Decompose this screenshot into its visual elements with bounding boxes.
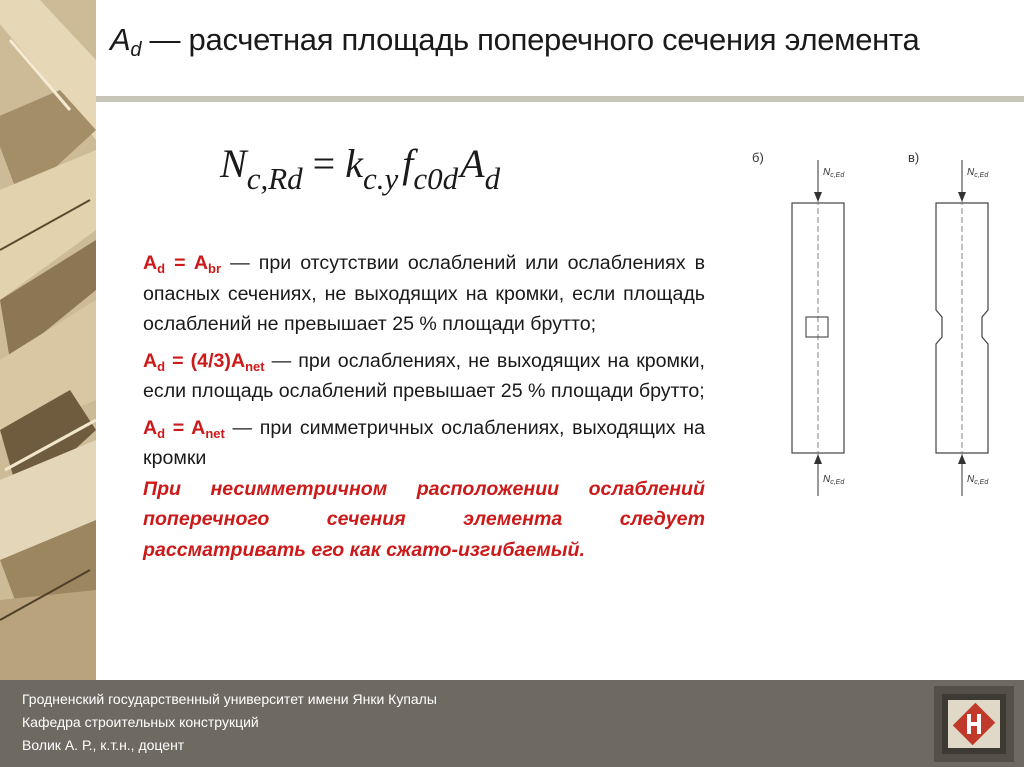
formula-lead-subscript: d bbox=[157, 358, 166, 374]
formula-eq: = (4/3)A bbox=[165, 349, 246, 372]
formula-lead: A bbox=[143, 252, 158, 274]
paragraph-net bbox=[143, 413, 705, 474]
diagram-svg bbox=[730, 130, 1020, 520]
formula-eq-subscript: net bbox=[245, 358, 265, 374]
formula-lead-subscript: d bbox=[157, 261, 166, 276]
force-label-v-bottom: $N_{c,Ed}$ bbox=[967, 474, 989, 486]
formula-f-subscript: c0d bbox=[413, 161, 459, 196]
formula-k-subscript: c.y bbox=[362, 161, 399, 196]
arrow-v-bottom-head bbox=[958, 454, 966, 464]
wood-pattern-image bbox=[0, 0, 96, 680]
formula-n-subscript: c,Rd bbox=[246, 161, 303, 196]
formula-f: f bbox=[402, 141, 414, 186]
arrow-v-top-head bbox=[958, 192, 966, 202]
footer-department: Кафедра строительных конструкций bbox=[22, 714, 259, 730]
force-label-v-top: $N_{c,Ed}$ bbox=[967, 167, 989, 179]
formula-a-subscript: d bbox=[484, 161, 501, 196]
title-symbol: A bbox=[110, 22, 131, 57]
formula-eq: = A bbox=[165, 252, 209, 274]
decorative-background bbox=[0, 0, 96, 680]
footer bbox=[0, 680, 1024, 767]
body-text bbox=[143, 248, 705, 565]
formula-eq-subscript: br bbox=[208, 261, 222, 276]
formula bbox=[220, 140, 640, 210]
formula-eq-subscript: net bbox=[205, 425, 225, 441]
footer-university: Гродненский государственный университет имени Янки Купалы bbox=[22, 691, 437, 707]
element-b-hole bbox=[806, 317, 828, 337]
force-label-b-top: $N_{c,Ed}$ bbox=[823, 167, 845, 179]
paragraph-gross-formula bbox=[143, 252, 221, 274]
paragraph-four-thirds bbox=[143, 346, 705, 407]
formula-lead: A bbox=[143, 416, 158, 439]
paragraph-four-thirds-formula bbox=[143, 350, 265, 372]
paragraph-net-formula bbox=[143, 417, 225, 439]
label-v: в) bbox=[908, 150, 920, 165]
formula-a: A bbox=[460, 141, 485, 186]
formula-n: N bbox=[220, 141, 247, 186]
paragraph-gross-text: — при отсутствии ослаблений или ослаблениях в опасных сечениях, не выходящих на кромки, если площадь ослаблений не превышает 25 % площади брутто; bbox=[143, 252, 705, 335]
title-symbol-subscript: d bbox=[130, 39, 142, 61]
title-bar bbox=[96, 0, 1024, 96]
footer-author: Волик А. Р., к.т.н., доцент bbox=[22, 737, 185, 753]
formula-lead-subscript: d bbox=[157, 425, 166, 441]
university-logo bbox=[934, 686, 1014, 762]
title-text: — расчетная площадь поперечного сечения элемента bbox=[149, 22, 920, 57]
paragraph-gross bbox=[143, 248, 705, 340]
page-title bbox=[110, 22, 920, 61]
formula-eq: = A bbox=[165, 416, 206, 439]
paragraph-net-text: — при симметричных ослаблениях, выходящих на кромки bbox=[143, 416, 705, 469]
label-b: б) bbox=[752, 150, 764, 165]
logo-icon bbox=[934, 686, 1014, 762]
arrow-b-top-head bbox=[814, 192, 822, 202]
warning-note: При несимметричном расположении ослаблений поперечного сечения элемента следует рассматривать его как сжато-изгибаемый. bbox=[143, 477, 705, 561]
formula-k: k bbox=[345, 141, 363, 186]
force-label-b-bottom: $N_{c,Ed}$ bbox=[823, 474, 845, 486]
title-divider bbox=[96, 96, 1024, 102]
cross-section-diagram bbox=[730, 130, 1020, 520]
formula-equals: = bbox=[302, 141, 346, 186]
arrow-b-bottom-head bbox=[814, 454, 822, 464]
paragraph-four-thirds-text: — при ослаблениях, не выходящих на кромки, если площадь ослаблений превышает 25 % площади брутто; bbox=[143, 349, 705, 402]
formula-lead: A bbox=[143, 349, 158, 372]
